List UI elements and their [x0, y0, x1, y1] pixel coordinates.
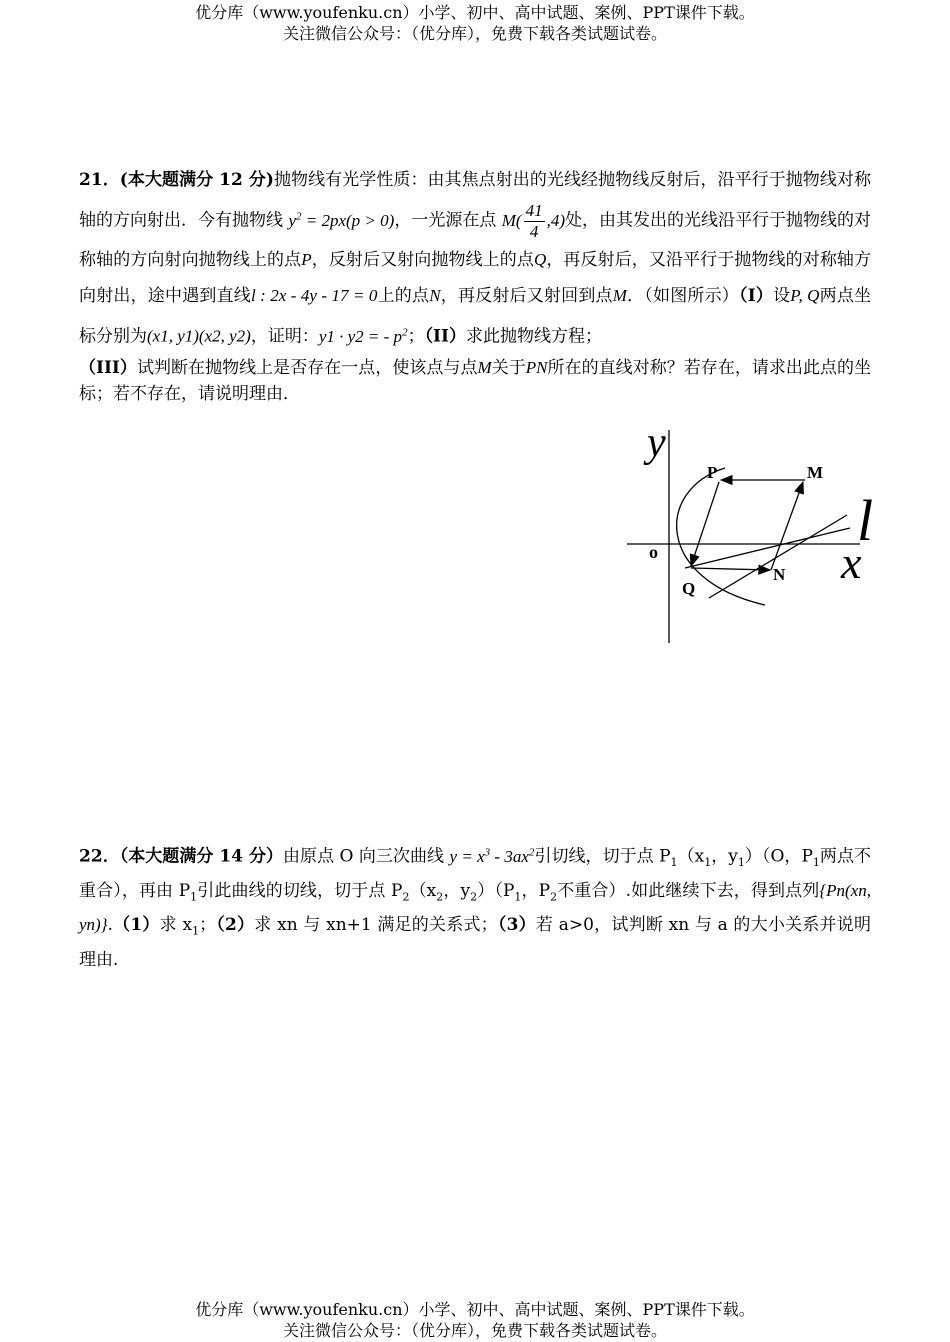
problem-22-text: 引切线，切于点 P — [534, 846, 671, 867]
problem-22: 22．（本大题满分 14 分）由原点 O 向三次曲线 $y = x^3 - 3ax^2$引切线，切于点 $P_1(x_1$，$y_1)(O$，$P_1$两点不重合），再由 $P_1$引此曲线的切线，切于点 $P_2(x_2$，$y_2)(P_1$，$P_2$不重合）.如此继续下去，得到点列{Pn(xn, yn)}.（1）求 $x_1$；（2）求 xn 与 xn+1 满足的关系式；（3）若 a>0，试判断 xn 与 a 的大小关系并说明理由. — [79, 846, 872, 970]
point-n-label: N — [773, 565, 786, 584]
line-l-label: l — [857, 488, 874, 553]
header-line-2: 关注微信公众号：（优分库），免费下载各类试题试卷。 — [282, 24, 667, 43]
part-3 — [79, 355, 871, 407]
point-m-label: M — [807, 463, 824, 482]
origin-label: o — [649, 542, 658, 562]
line-pn: PN — [525, 357, 548, 377]
fraction-41-over-4: $\frac{41}{4}$ — [525, 201, 543, 242]
page-header — [0, 2, 950, 44]
problem-21-text: 上的点 — [377, 286, 430, 307]
question-3-text: 若 a>0，试判断 xn 与 a 的大小关系并说明理由. — [79, 915, 871, 970]
point-m-coordinates: M( $\frac{41}{4}$ ,4) — [501, 201, 565, 242]
point-n: N — [429, 286, 441, 306]
point-sequence: {Pn(xn, yn)} — [79, 881, 872, 935]
problem-21 — [79, 162, 871, 407]
problem-21-text: ； — [407, 326, 425, 347]
point-p-label: P — [707, 463, 718, 482]
part-3-label: （III） — [79, 357, 137, 378]
problem-22-number: 22． — [79, 846, 120, 867]
problem-21-text: 两点坐标分别为 — [79, 286, 872, 347]
question-3-label: （3） — [497, 915, 536, 936]
part-1-label: （I） — [739, 286, 774, 307]
problem-21-text: 关于 — [491, 357, 526, 378]
problem-21-text: ．（如图所示） — [626, 286, 740, 307]
problem-21-text: 试判断在抛物线上是否存在一点，使该点与点 — [136, 357, 478, 378]
ray-n-to-m — [771, 482, 803, 570]
point-m: M — [612, 286, 627, 306]
problem-21-text: ，再反射后又射回到点 — [440, 286, 613, 307]
point-q-label: Q — [682, 579, 696, 598]
part-2-label: （II） — [424, 326, 466, 347]
question-1-label: （1） — [112, 915, 160, 936]
point-q: Q — [533, 250, 547, 270]
x-axis-label: x — [841, 537, 862, 588]
cubic-curve-equation: $y = x^3 - 3ax^2$ — [449, 846, 535, 866]
problem-22-score: （本大题满分 14 分） — [119, 846, 284, 867]
problem-21-text: 抛物线有光学性质：由其焦点射出的光线经抛物线反射后，沿平行于抛物线对称轴的方向射出．今有抛物线 — [79, 170, 871, 231]
page-footer — [0, 1299, 950, 1341]
question-2-text: 求 xn 与 xn+1 满足的关系式； — [254, 915, 498, 936]
problem-21-text: 所在的直线对称？若存在，请求出此点的坐标；若不存在，请说明理由． — [79, 357, 872, 404]
parabola-equation: $y^2 = 2px(p > 0)$ — [288, 210, 395, 230]
y-axis-label: y — [647, 420, 666, 466]
coordinates-pq: (x1, y1)(x2, y2) — [147, 326, 251, 346]
question-2-label: （2） — [216, 915, 255, 936]
problem-22-text: 由原点 O 向三次曲线 — [283, 846, 445, 867]
parabola-reflection-diagram — [625, 420, 880, 648]
problem-21-text: 处，由其发出的光线沿平行于抛物线的对称轴的方向射向抛物线上的点 — [79, 210, 872, 271]
secondary-line — [685, 528, 850, 568]
ray-p-to-q — [691, 482, 719, 566]
footer-line-1: 优分库（www.youfenku.cn）小学、初中、高中试题、案例、PPT课件下载。 — [195, 1300, 755, 1319]
proof-equation: y1 · y2 = - $p^2$ — [318, 326, 408, 346]
problem-21-text: ，反射后又射向抛物线上的点 — [311, 250, 534, 271]
points-p-q: P, Q — [790, 286, 820, 306]
problem-21-text: ，一光源在点 — [394, 210, 497, 231]
problem-21-text: 设 — [773, 286, 791, 307]
point-m: M — [477, 357, 492, 377]
problem-21-text: ，再反射后，又沿平行于抛物线的对称轴方向射出，途中遇到直线 — [79, 250, 872, 307]
problem-21-text: 求此抛物线方程； — [465, 326, 602, 347]
line-l-equation: l : 2x - 4y - 17 = 0 — [251, 286, 378, 306]
problem-21-number: 21． — [79, 170, 120, 190]
footer-line-2: 关注微信公众号：（优分库），免费下载各类试题试卷。 — [282, 1321, 667, 1340]
header-line-1: 优分库（www.youfenku.cn）小学、初中、高中试题、案例、PPT课件下载。 — [195, 3, 755, 22]
question-1-text: 求 x — [159, 915, 193, 936]
problem-21-text: ，证明： — [250, 326, 319, 347]
problem-21-score: (本大题满分 12 分) — [119, 170, 274, 190]
point-p: P — [301, 250, 312, 270]
